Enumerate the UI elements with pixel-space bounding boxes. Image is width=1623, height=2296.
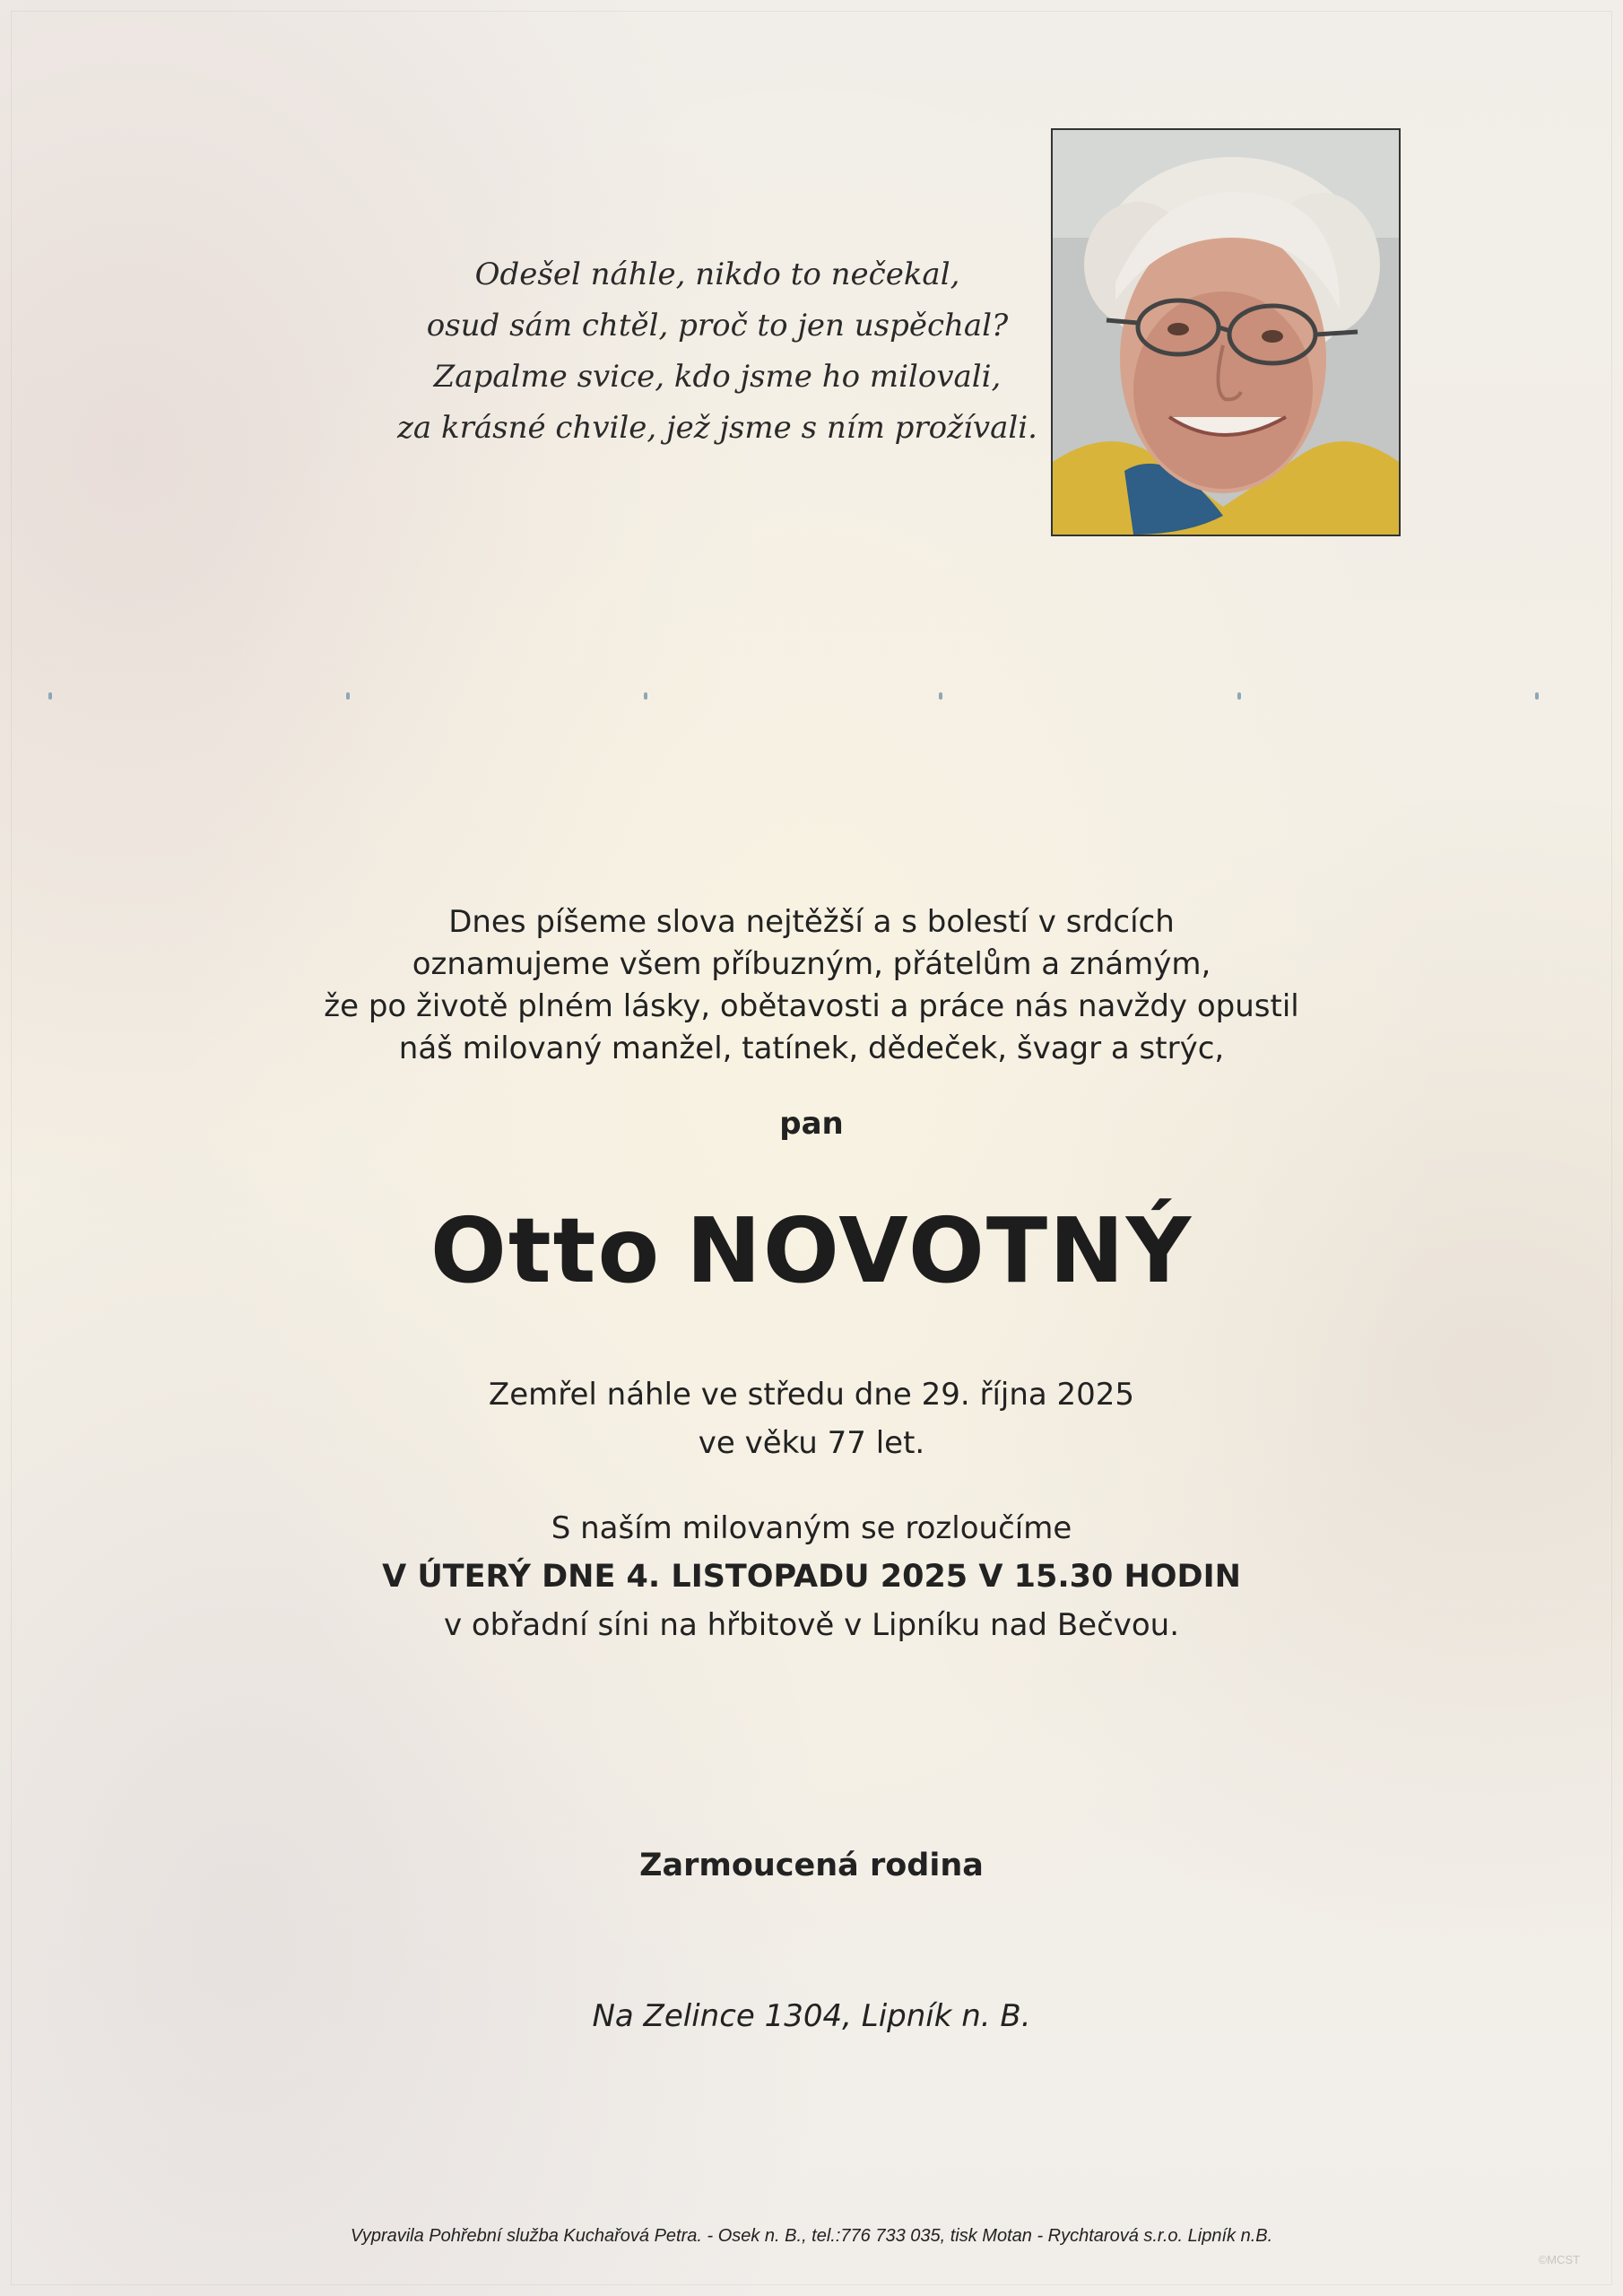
decorative-dot <box>1237 692 1241 700</box>
corner-watermark: ©MCST <box>1538 2253 1580 2266</box>
announcement-line: Dnes píšeme slova nejtěžší a s bolestí v srdcích <box>448 904 1175 940</box>
funeral-service-footer: Vypravila Pohřební služba Kuchařová Petra. - Osek n. B., tel.:776 733 035, tisk Motan - Rychtarová s.r.o. Lipník n.B. <box>350 2226 1273 2246</box>
decorative-dot-row <box>0 692 1623 703</box>
funeral-date-time: V ÚTERÝ DNE 4. LISTOPADU 2025 V 15.30 HODIN <box>382 1559 1241 1595</box>
announcement-text <box>269 901 1354 1070</box>
signature-family: Zarmoucená rodina <box>639 1848 984 1883</box>
deceased-name <box>0 1197 1623 1305</box>
decorative-dot <box>1535 692 1539 700</box>
poem-line: osud sám chtěl, proč to jen uspěchal? <box>426 308 1009 344</box>
family-address: Na Zelince 1304, Lipník n. B. <box>592 1998 1031 2034</box>
announcement-line: že po životě plném lásky, obětavosti a práce nás navždy opustil <box>324 988 1299 1024</box>
poem-line: Odešel náhle, nikdo to nečekal, <box>474 257 960 292</box>
portrait-illustration <box>1053 130 1399 535</box>
announcement-line: oznamujeme všem příbuzným, přátelům a známým, <box>412 946 1211 982</box>
deceased-first-name: Otto <box>430 1198 662 1303</box>
age-line: ve věku 77 let. <box>698 1425 925 1461</box>
funeral-location: v obřadní síni na hřbitově v Lipníku nad Bečvou. <box>443 1607 1180 1643</box>
poem-line: za krásné chvile, jež jsme s ním prožívali. <box>397 410 1037 446</box>
funeral-details <box>0 1504 1623 1649</box>
honorific-title: pan <box>779 1106 844 1142</box>
decorative-dot <box>939 692 942 700</box>
decorative-dot <box>644 692 647 700</box>
death-info <box>0 1370 1623 1467</box>
decorative-dot <box>346 692 350 700</box>
portrait-photo <box>1051 128 1401 536</box>
death-date-line: Zemřel náhle ve středu dne 29. října 2025 <box>488 1377 1135 1413</box>
poem-line: Zapalme svice, kdo jsme ho milovali, <box>433 359 1002 395</box>
poem <box>359 249 1076 454</box>
announcement-line: náš milovaný manžel, tatínek, dědeček, švagr a strýc, <box>398 1031 1225 1066</box>
decorative-dot <box>48 692 52 700</box>
farewell-intro: S naším milovaným se rozloučíme <box>551 1510 1072 1546</box>
deceased-last-name: NOVOTNÝ <box>686 1198 1193 1303</box>
